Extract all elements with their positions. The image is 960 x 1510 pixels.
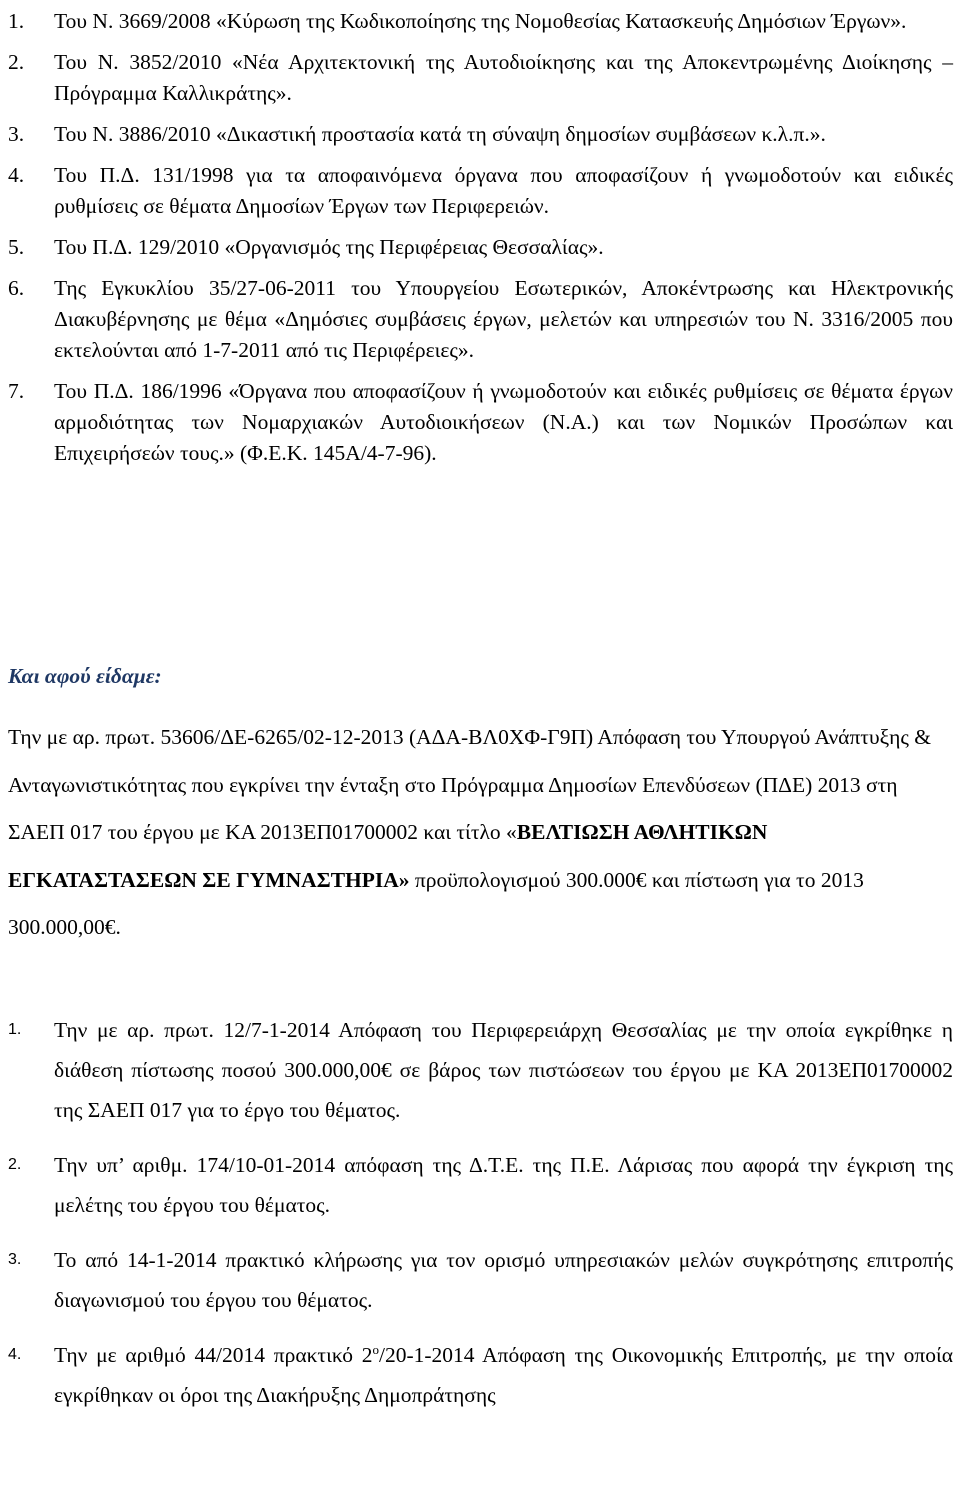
item-text: Το από 14-1-2014 πρακτικό κλήρωσης για τον ορισμό υπηρεσιακών μελών συγκρότησης επιτροπής διαγωνισμού του έργου του θέματος. [54,1248,953,1312]
item-number: 7. [8,379,25,403]
item-text: Την υπ’ αριθμ. 174/10-01-2014 απόφαση της Δ.Τ.Ε. της Π.Ε. Λάρισας που αφορά την έγκριση της μελέτης του έργου του θέματος. [54,1153,953,1217]
item-text [54,1335,953,1415]
list-item [8,376,953,469]
list-item [8,273,953,366]
ministerial-decision-paragraph [8,714,953,952]
item-number: 2. [8,1156,22,1173]
item-text: Του Π.Δ. 186/1996 «Όργανα που αποφασίζουν ή γνωμοδοτούν και ειδικές ρυθμίσεις σε θέματα έργων αρμοδιότητας των Νομαρχιακών Αυτοδιοικήσεων (Ν.Α.) και των Νομικών Προσώπων και Επιχειρήσεών τους.» (Φ.Ε.Κ. 145Α/4-7-96). [54,379,953,465]
list-item [8,47,953,109]
item-text-start: Την με αριθμό 44/2014 πρακτικό 2 [54,1343,373,1367]
item-number: 3. [8,122,25,146]
project-title: ΒΕΛΤΙΩΣΗ ΑΘΛΗΤΙΚΩΝ ΕΓΚΑΤΑΣΤΑΣΕΩΝ ΣΕ ΓΥΜΝΑΣΤΗΡΙΑ» [8,820,768,892]
item-number: 6. [8,276,25,300]
item-text: Του Π.Δ. 129/2010 «Οργανισμός της Περιφέρειας Θεσσαλίας». [54,235,604,259]
item-number: 3. [8,1251,22,1268]
legal-references-list [8,6,953,479]
item-text: Του Π.Δ. 131/1998 για τα αποφαινόμενα όργανα που αποφασίζουν ή γνωμοδοτούν και ειδικές ρυθμίσεις σε θέματα Δημοσίων Έργων των Περιφερειών. [54,163,953,218]
item-text: Του Ν. 3886/2010 «Δικαστική προστασία κατά τη σύναψη δημοσίων συμβάσεων κ.λ.π.». [54,122,826,146]
item-number: 5. [8,235,25,259]
item-text: Του Ν. 3669/2008 «Κύρωση της Κωδικοποίησης της Νομοθεσίας Κατασκευής Δημόσιων Έργων». [54,9,907,33]
item-number: 2. [8,50,25,74]
decisions-list [8,1010,953,1430]
list-item [8,119,953,150]
list-item [8,1010,953,1130]
item-text: Την με αρ. πρωτ. 12/7-1-2014 Απόφαση του Περιφερειάρχη Θεσσαλίας με την οποία εγκρίθηκε η διάθεση πίστωσης ποσού 300.000,00€ σε βάρος των πιστώσεων του έργου με ΚΑ 2013ΕΠ01700002 της ΣΑΕΠ 017 για το έργο του θέματος. [54,1018,953,1122]
ordinal-superscript: ο [372,1341,379,1357]
section-heading: Και αφού είδαμε: [8,664,162,688]
item-text: Του Ν. 3852/2010 «Νέα Αρχιτεκτονική της Αυτοδιοίκησης και της Αποκεντρωμένης Διοίκησης – Πρόγραμμα Καλλικράτης». [54,50,953,105]
item-text: Της Εγκυκλίου 35/27-06-2011 του Υπουργείου Εσωτερικών, Αποκέντρωσης και Ηλεκτρονικής Διακυβέρνησης με θέμα «Δημόσιες συμβάσεις έργων, μελετών και υπηρεσιών του Ν. 3316/2005 που εκτελούνται από 1-7-2011 από τις Περιφέρειες». [54,276,953,362]
list-item [8,1240,953,1320]
item-number: 4. [8,163,25,187]
item-number: 1. [8,1021,22,1038]
decision-text: Την με αρ. πρωτ. 53606/ΔΕ-6265/02-12-2013 (ΑΔΑ-ΒΛ0ΧΦ-Γ9Π) Απόφαση του Υπουργού Ανάπτυξης & Ανταγωνιστικότητας που εγκρίνει την ένταξη στο Πρόγραμμα Δημοσίων Επενδύσεων (ΠΔΕ) 2013 στη ΣΑΕΠ 017 του έργου με ΚΑ 2013ΕΠ01700002 και τίτλο « [8,725,932,844]
list-item [8,1335,953,1415]
list-item [8,232,953,263]
list-item [8,6,953,37]
item-number: 4. [8,1346,22,1363]
item-number: 1. [8,9,25,33]
item-text-end: /20-1-2014 Απόφαση της Οικονομικής Επιτροπής, με την οποία εγκρίθηκαν οι όροι της Διακήρυξης Δημοπράτησης [54,1343,953,1407]
list-item [8,160,953,222]
decision-text-budget: προϋπολογισμού 300.000€ και πίστωση για το 2013 300.000,00€. [8,867,864,939]
list-item [8,1145,953,1225]
